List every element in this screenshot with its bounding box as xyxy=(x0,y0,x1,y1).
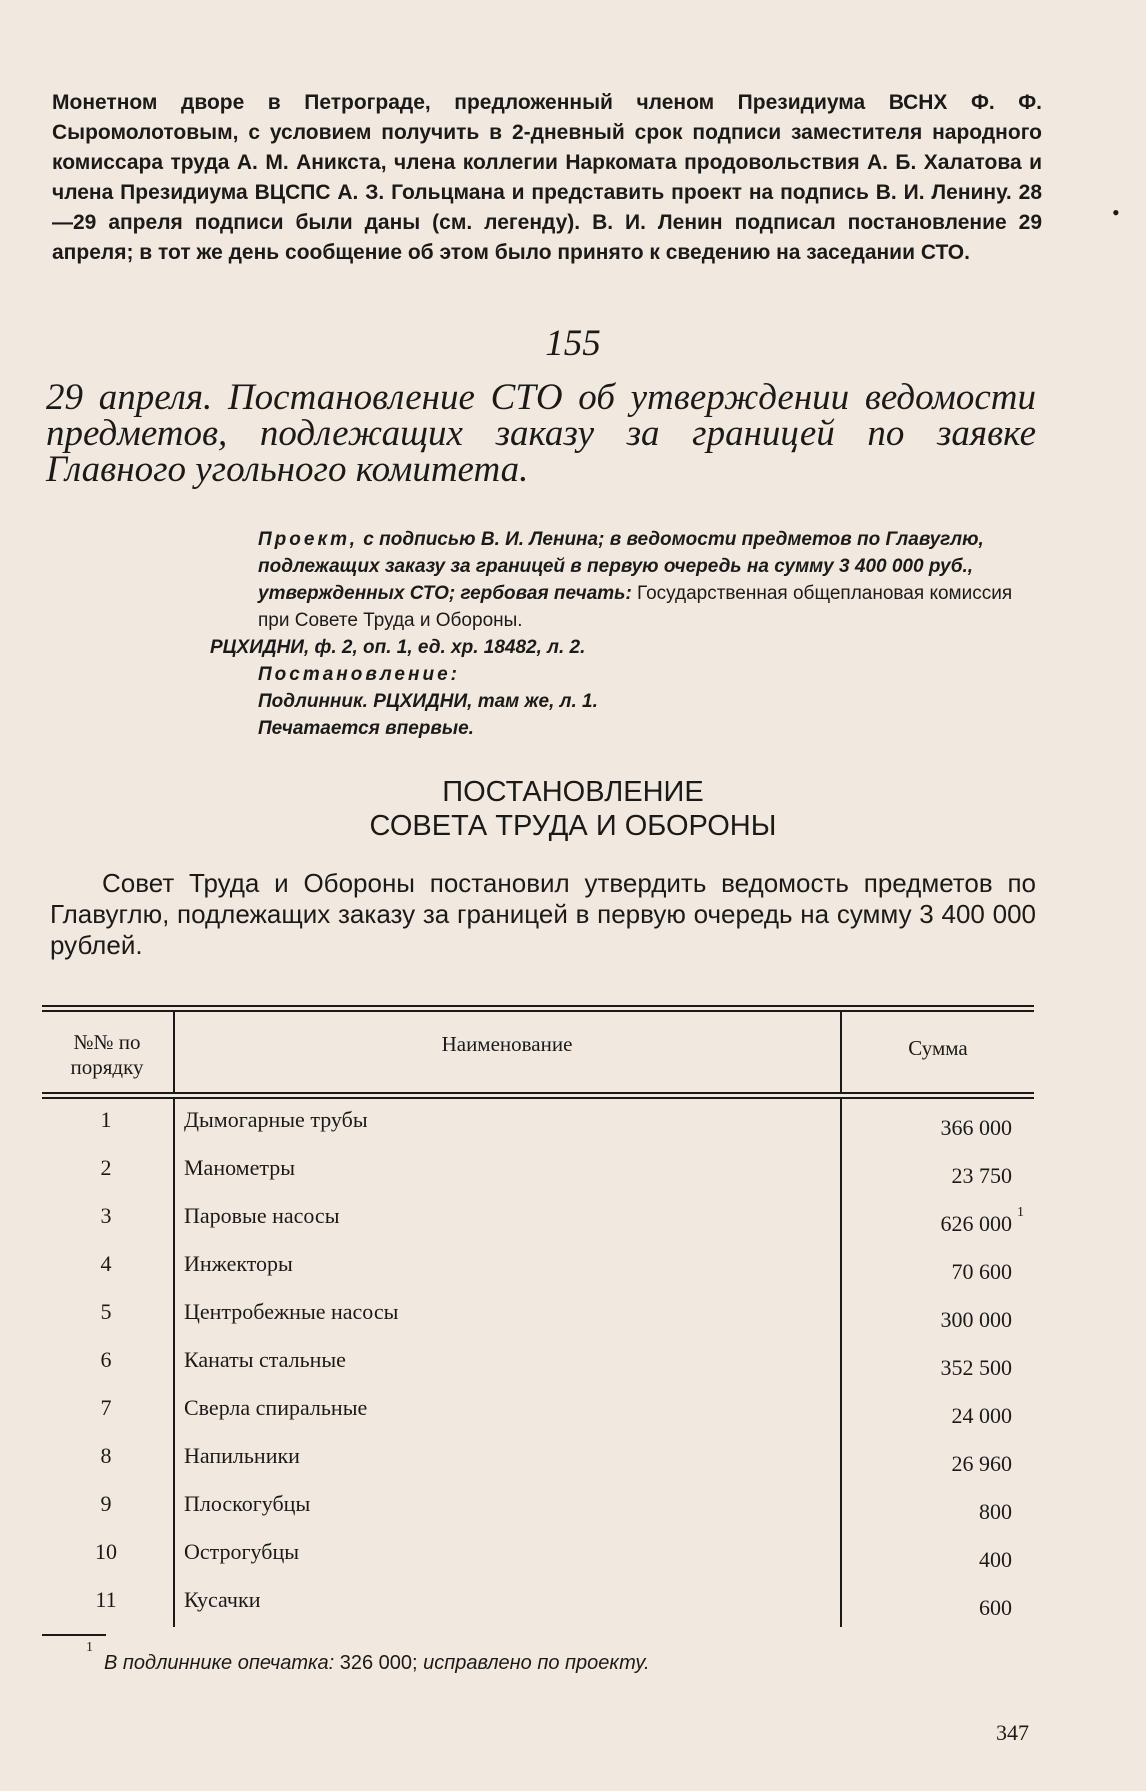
project-description: с подписью В. И. Ленина; в ведомости предметов по Главуглю, подлежащих заказу за границей в первую очередь на сумму 3 400 000 руб., утвержденных СТО; гербовая печать: xyxy=(258,529,984,604)
footnote-reference: 1 xyxy=(1017,1205,1024,1220)
row-number: 10 xyxy=(95,1539,117,1564)
column-divider xyxy=(840,1012,842,1092)
row-number: 4 xyxy=(100,1251,112,1276)
column-divider xyxy=(173,1012,175,1092)
footnote-value: 326 000; xyxy=(339,1652,418,1674)
archive-reference-2: Подлинник. РЦХИДНИ, там же, л. 1. xyxy=(258,691,598,712)
archive-reference-1: РЦХИДНИ, ф. 2, оп. 1, ед. хр. 18482, л. 2. xyxy=(210,637,586,658)
row-number: 7 xyxy=(100,1395,112,1420)
table-row xyxy=(42,1147,1034,1195)
table-row xyxy=(42,1243,1034,1291)
intro-paragraph: Монетном дворе в Петрограде, предложенный членом Президиума ВСНХ Ф. Ф. Сыромолотовым, с условием получить в 2-дневный срок подписи заместителя народного комиссара труда А. М. Аникста, члена коллегии Наркомата продовольствия А. Б. Халатова и члена Президиума ВЦСПС А. З. Гольцмана и представить проект на подпись В. И. Ленину. 28—29 апреля подписи были даны (см. легенду). В. И. Ленин подписал постановление 29 апреля; в тот же день сообщение об этом было принято к сведению на заседании СТО. xyxy=(52,91,1042,264)
row-sum: 26 960 xyxy=(951,1451,1012,1476)
seal-text: Государственная общеплановая комиссия при Совете Труда и Обороны. xyxy=(258,583,1013,631)
row-number: 2 xyxy=(100,1155,112,1180)
footnote-text-1: В подлиннике опечатка: xyxy=(104,1652,335,1674)
table-row xyxy=(42,1531,1034,1579)
row-sum: 300 000 xyxy=(940,1307,1012,1332)
table-header-rule xyxy=(42,1092,1034,1099)
table-row xyxy=(42,1339,1034,1387)
table-row xyxy=(42,1483,1034,1531)
heading-line-2: СОВЕТА ТРУДА И ОБОРОНЫ xyxy=(369,810,777,842)
row-sum: 800 xyxy=(979,1499,1012,1524)
row-sum: 352 500 xyxy=(940,1355,1012,1380)
page-number: 347 xyxy=(996,1720,1029,1745)
document-metadata xyxy=(210,526,1036,742)
heading-line-1: ПОСТАНОВЛЕНИЕ xyxy=(442,776,704,808)
row-sum: 366 000 xyxy=(940,1115,1012,1140)
row-sum: 70 600 xyxy=(951,1259,1012,1284)
header-sum: Сумма xyxy=(908,1036,968,1060)
project-label: Проект, xyxy=(258,529,358,550)
table-row xyxy=(42,1435,1034,1483)
footnote-mark: 1 xyxy=(86,1640,93,1655)
row-name: Инжекторы xyxy=(184,1251,293,1276)
margin-mark: • xyxy=(1112,200,1120,225)
table-header xyxy=(42,1012,1034,1092)
header-name: Наименование xyxy=(441,1032,573,1056)
resolution-heading xyxy=(0,775,1146,843)
row-name: Центробежные насосы xyxy=(184,1299,399,1324)
row-name: Дымогарные трубы xyxy=(184,1107,368,1132)
row-name: Паровые насосы xyxy=(184,1203,340,1228)
footnote-text xyxy=(104,1652,650,1675)
row-sum: 400 xyxy=(979,1547,1012,1572)
row-number: 3 xyxy=(100,1203,112,1228)
document-title: 29 апреля. Постановление СТО об утверждении ведомости предметов, подлежащих заказу за границей по заявке Главного угольного комитета. xyxy=(46,377,1036,490)
document-number: 155 xyxy=(545,323,601,364)
table-row xyxy=(42,1291,1034,1339)
row-name: Плоскогубцы xyxy=(184,1491,311,1516)
table-top-rule xyxy=(42,1005,1034,1012)
table-row xyxy=(42,1387,1034,1435)
row-number: 1 xyxy=(100,1107,112,1132)
header-number: №№ по порядку xyxy=(70,1030,144,1079)
row-name: Сверла спиральные xyxy=(184,1395,368,1420)
table-body xyxy=(42,1099,1034,1627)
row-sum: 600 xyxy=(979,1595,1012,1620)
row-name: Кусачки xyxy=(184,1587,261,1612)
table-row xyxy=(42,1099,1034,1147)
row-number: 8 xyxy=(100,1443,112,1468)
footnote-rule xyxy=(42,1634,106,1636)
row-number: 5 xyxy=(100,1299,112,1324)
table-row xyxy=(42,1579,1034,1627)
table-row xyxy=(42,1195,1034,1243)
row-name: Манометры xyxy=(184,1155,296,1180)
resolution-body: Совет Труда и Обороны постановил утвердить ведомость предметов по Главуглю, подлежащих заказу за границей в первую очередь на сумму 3 400 000 рублей. xyxy=(50,868,1036,960)
row-number: 11 xyxy=(95,1587,117,1612)
footnote-text-2: исправлено по проекту. xyxy=(423,1652,650,1674)
row-name: Напильники xyxy=(184,1443,300,1468)
row-sum: 626 000 xyxy=(940,1211,1012,1236)
row-sum: 23 750 xyxy=(951,1163,1012,1188)
row-number: 6 xyxy=(100,1347,112,1372)
resolution-label: Постановление: xyxy=(258,664,460,685)
first-print-note: Печатается впервые. xyxy=(258,718,474,739)
row-number: 9 xyxy=(100,1491,112,1516)
row-name: Острогубцы xyxy=(184,1539,300,1564)
row-name: Канаты стальные xyxy=(184,1347,346,1372)
items-table xyxy=(42,1005,1034,1627)
row-sum: 24 000 xyxy=(951,1403,1012,1428)
